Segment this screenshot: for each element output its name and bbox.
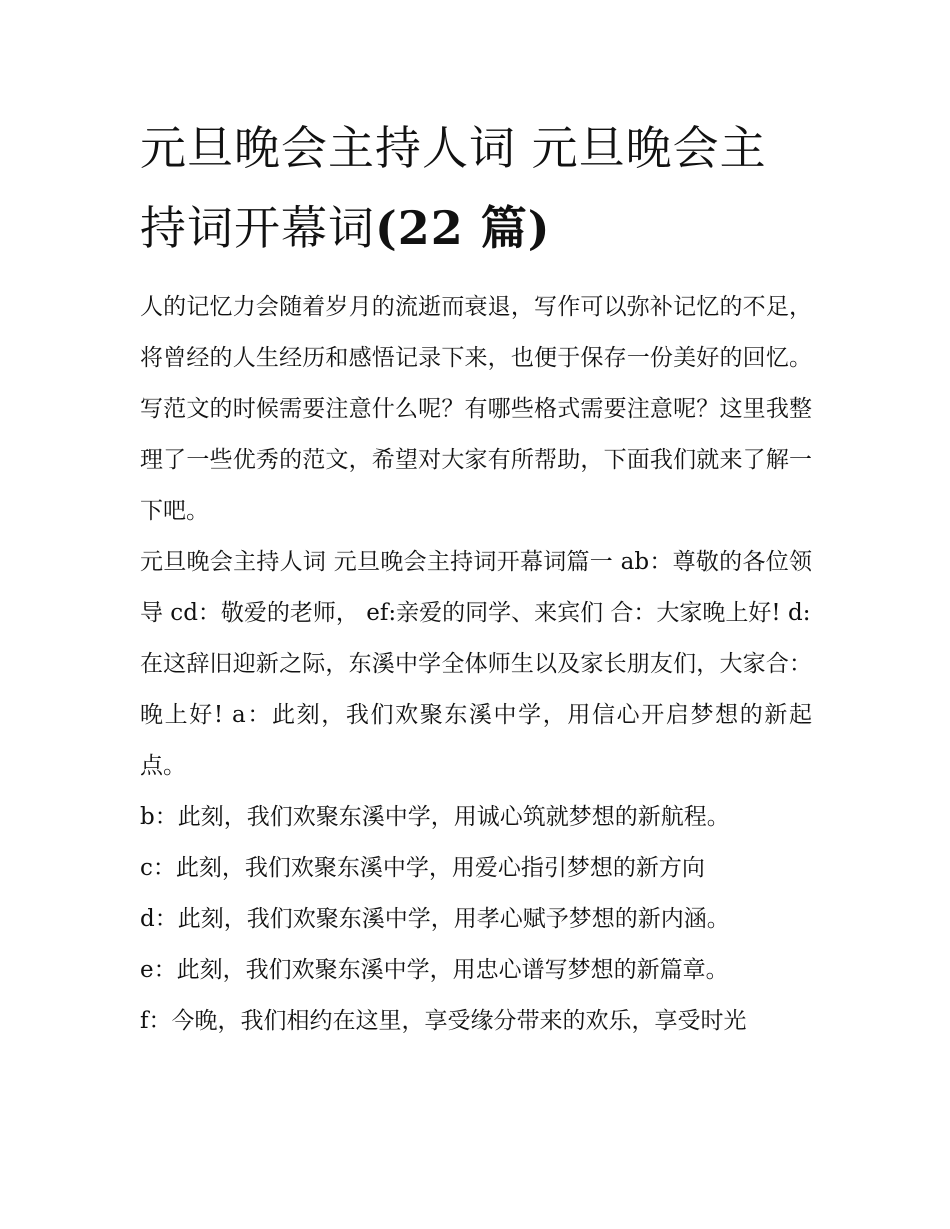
body-paragraph-1: 元旦晚会主持人词 元旦晚会主持词开幕词篇一 ab：尊敬的各位领导 cd：敬爱的老师， ef:亲爱的同学、来宾们 合：大家晚上好! d: <box>140 549 812 626</box>
body-paragraph-4: c：此刻，我们欢聚东溪中学，用爱心指引梦想的新方向 <box>140 855 705 881</box>
body-paragraph-6: e：此刻，我们欢聚东溪中学，用忠心谱写梦想的新篇章。 <box>140 957 729 983</box>
title-count: (22 篇) <box>375 201 551 255</box>
body-paragraph-2: 在这辞旧迎新之际，东溪中学全体师生以及家长朋友们，大家合：晚上好! a：此刻，我们欢聚东溪中学，用信心开启梦想的新起点。 <box>140 651 812 779</box>
body-paragraph-7: f：今晚，我们相约在这里，享受缘分带来的欢乐，享受时光 <box>140 1008 747 1034</box>
intro-paragraph: 人的记忆力会随着岁月的流逝而衰退，写作可以弥补记忆的不足，将曾经的人生经历和感悟记录下来，也便于保存一份美好的回忆。写范文的时候需要注意什么呢？有哪些格式需要注意呢？这里我整理了一些优秀的范文，希望对大家有所帮助，下面我们就来了解一下吧。 <box>140 294 812 524</box>
document-title <box>140 108 812 268</box>
document-page <box>140 108 812 1047</box>
body-paragraph-5: d：此刻，我们欢聚东溪中学，用孝心赋予梦想的新内涵。 <box>140 906 730 932</box>
title-main: 元旦晚会主持人词 元旦晚会主持词开幕词 <box>140 121 767 255</box>
body-paragraph-3: b：此刻，我们欢聚东溪中学，用诚心筑就梦想的新航程。 <box>140 804 730 830</box>
